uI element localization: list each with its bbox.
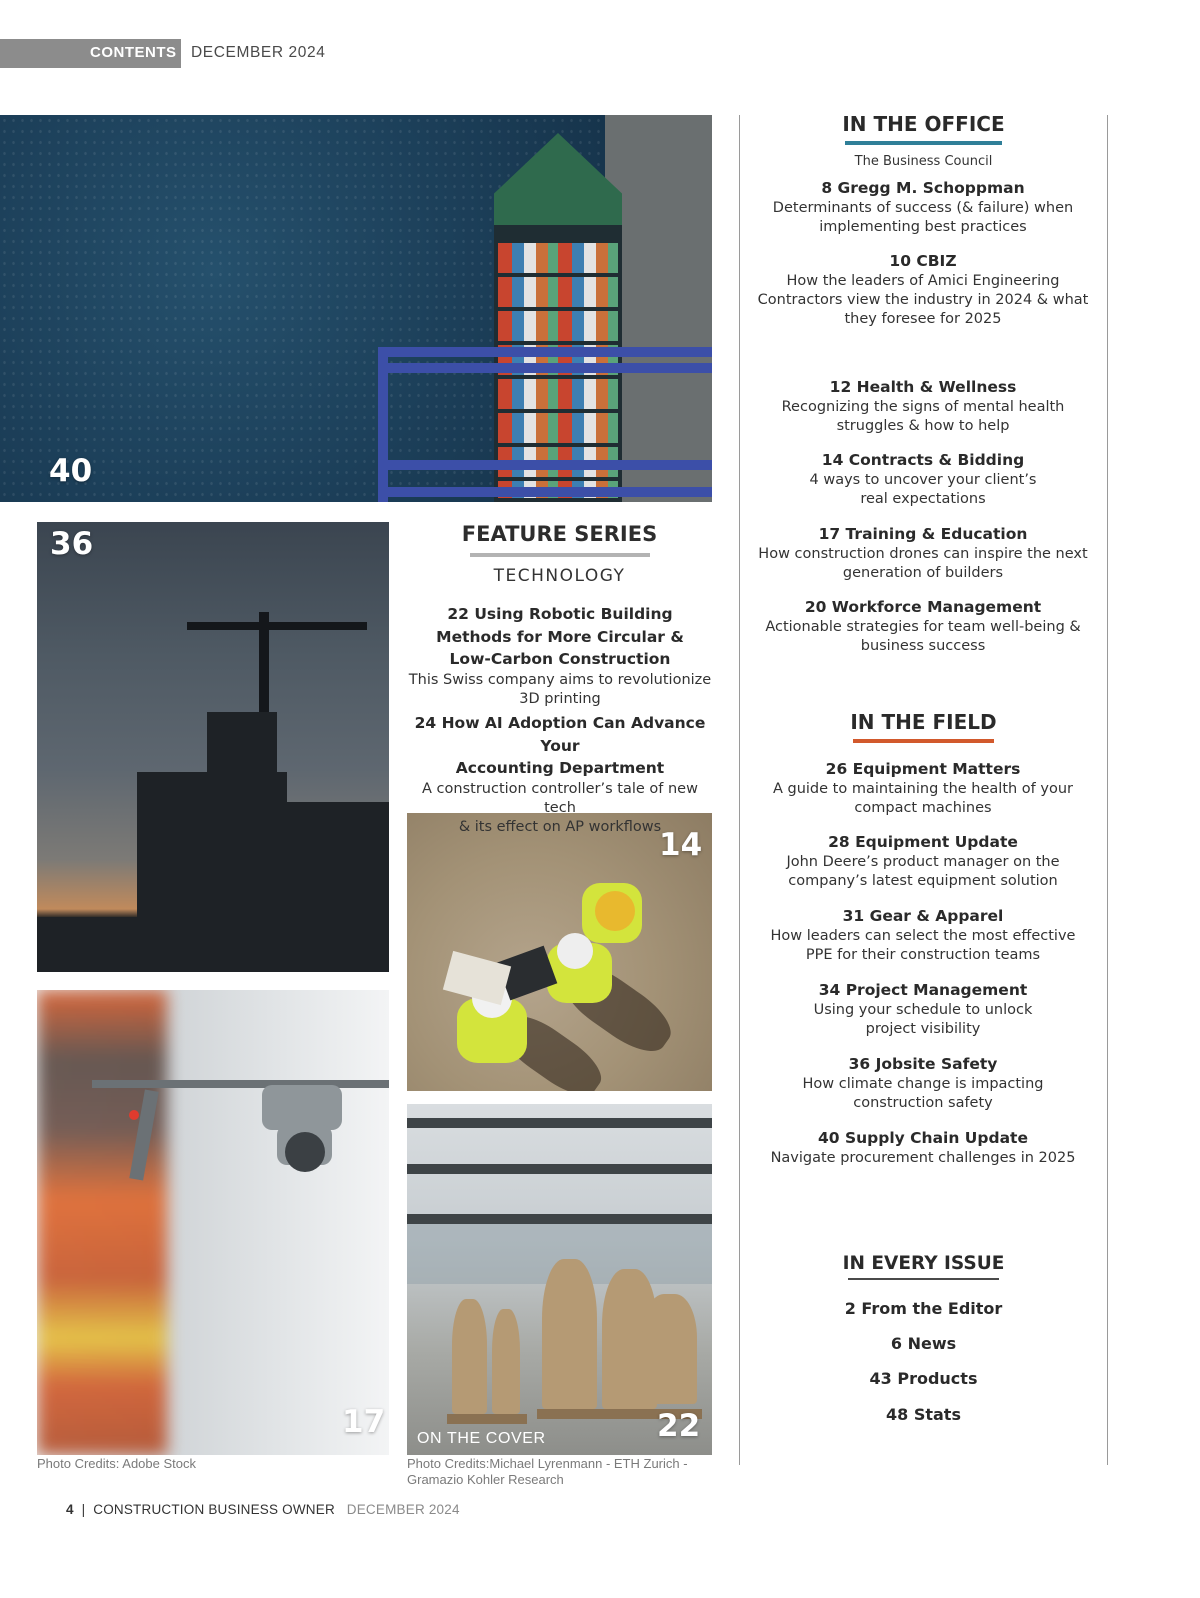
toc-entry-desc: construction safety (853, 1095, 993, 1111)
on-the-cover-label: ON THE COVER (417, 1430, 546, 1447)
toc-entry[interactable] (752, 450, 1094, 509)
photo-credit: Photo Credits:Michael Lyrenmann - ETH Zurich - (407, 1456, 688, 1471)
toc-entry-desc: A guide to maintaining the health of your (772, 781, 1073, 797)
page-number-label: 40 (49, 453, 93, 489)
page-number-label: 17 (342, 1404, 386, 1440)
toc-entry-desc: they foresee for 2025 (844, 311, 1002, 327)
toc-entry-desc: How construction drones can inspire the next (758, 546, 1088, 562)
business-council-label: The Business Council (854, 154, 993, 169)
toc-entry-desc: How climate change is impacting (802, 1076, 1044, 1092)
toc-entry-title: 20 Workforce Management (804, 598, 1042, 616)
page-number-label: 22 (657, 1408, 701, 1444)
toc-entry-desc: compact machines (854, 800, 992, 816)
field-section-rule (853, 739, 994, 743)
feature-item-desc: 3D printing (519, 690, 601, 707)
storm-building-photo[interactable] (37, 522, 389, 972)
cover-lab-photo[interactable] (407, 1104, 712, 1455)
feature-item-title: 24 How AI Adoption Can Advance Your (414, 714, 706, 755)
feature-item-desc: This Swiss company aims to revolutionize (408, 671, 712, 688)
toc-entry-desc: John Deere’s product manager on the (786, 854, 1060, 870)
toc-entry-title: 31 Gear & Apparel (842, 907, 1004, 925)
toc-entry-title: 10 CBIZ (889, 252, 957, 270)
toc-entry[interactable] (752, 1128, 1094, 1168)
photo-credit: Photo Credits: Adobe Stock (37, 1456, 196, 1471)
toc-entry[interactable] (752, 251, 1094, 329)
page-number-label: 14 (659, 827, 703, 863)
footer-date: DECEMBER 2024 (346, 1502, 460, 1517)
toc-entry-desc: implementing best practices (819, 219, 1027, 235)
toc-entry[interactable] (752, 906, 1094, 965)
toc-entry-title: 14 Contracts & Bidding (821, 451, 1025, 469)
feature-item-title: Low-Carbon Construction (449, 650, 671, 668)
footer-separator: | (81, 1502, 86, 1517)
toc-entry-desc: generation of builders (842, 565, 1004, 581)
toc-entry[interactable] (752, 832, 1094, 891)
toc-entry-desc: How the leaders of Amici Engineering (786, 273, 1060, 289)
page-number-label: 36 (50, 526, 94, 562)
toc-entry-desc: Using your schedule to unlock (813, 1002, 1033, 1018)
toc-entry-desc: Determinants of success (& failure) when (772, 200, 1074, 216)
feature-item[interactable] (405, 712, 715, 837)
toc-entry[interactable] (752, 597, 1094, 656)
photo-credit: Gramazio Kohler Research (407, 1472, 564, 1487)
workers-photo[interactable] (407, 813, 712, 1091)
toc-entry-title: 12 Health & Wellness (829, 378, 1017, 396)
footer-publication: CONSTRUCTION BUSINESS OWNER (93, 1502, 335, 1517)
toc-entry-desc: company’s latest equipment solution (788, 873, 1058, 889)
toc-entry[interactable] (752, 1054, 1094, 1113)
toc-entry-title: 34 Project Management (818, 981, 1028, 999)
column-divider (1107, 115, 1108, 1465)
every-issue-title: IN EVERY ISSUE (842, 1253, 1005, 1274)
toc-entry-desc: How leaders can select the most effective (770, 928, 1076, 944)
toc-entry[interactable] (752, 980, 1094, 1039)
office-section-rule (845, 141, 1002, 145)
toc-entry-desc: 4 ways to uncover your client’s (809, 472, 1037, 488)
header-date: DECEMBER 2024 (191, 44, 326, 61)
toc-entry-title: 28 Equipment Update (828, 833, 1018, 851)
feature-series-subtitle: TECHNOLOGY (493, 566, 626, 586)
cargo-ship-photo[interactable] (0, 115, 712, 502)
toc-entry-title: 17 Training & Education (818, 525, 1028, 543)
feature-item-desc: A construction controller’s tale of new tech (422, 780, 698, 816)
toc-entry[interactable] (752, 524, 1094, 583)
feature-series-title: FEATURE SERIES (461, 522, 658, 546)
office-section-title: IN THE OFFICE (842, 112, 1005, 136)
drone-photo[interactable] (37, 990, 389, 1455)
feature-item-desc: & its effect on AP workflows (458, 818, 662, 835)
toc-entry-desc: Recognizing the signs of mental health (781, 399, 1065, 415)
footer-page-number: 4 (66, 1502, 74, 1517)
every-issue-item[interactable]: 48 Stats (886, 1405, 961, 1424)
toc-entry[interactable] (752, 178, 1094, 237)
toc-entry-desc: Navigate procurement challenges in 2025 (770, 1150, 1076, 1166)
toc-entry-title: 40 Supply Chain Update (818, 1129, 1028, 1147)
toc-entry-title: 26 Equipment Matters (825, 760, 1021, 778)
toc-entry-title: 36 Jobsite Safety (848, 1055, 998, 1073)
toc-entry-title: 8 Gregg M. Schoppman (821, 179, 1025, 197)
feature-item-title: 22 Using Robotic Building (447, 605, 673, 623)
toc-entry-desc: project visibility (865, 1021, 981, 1037)
toc-entry-desc: PPE for their construction teams (805, 947, 1041, 963)
page-footer (66, 1502, 460, 1517)
toc-entry[interactable] (752, 759, 1094, 818)
feature-item-title: Methods for More Circular & (436, 627, 684, 646)
feature-series-rule (470, 553, 650, 557)
every-issue-item[interactable]: 43 Products (869, 1369, 978, 1388)
toc-entry-desc: real expectations (860, 491, 986, 507)
every-issue-rule (848, 1278, 999, 1280)
toc-entry-desc: business success (860, 638, 986, 654)
toc-entry-desc: struggles & how to help (836, 418, 1010, 434)
every-issue-item[interactable]: 6 News (890, 1334, 957, 1353)
every-issue-item[interactable]: 2 From the Editor (844, 1299, 1003, 1318)
toc-entry[interactable] (752, 377, 1094, 436)
field-section-title: IN THE FIELD (850, 710, 997, 734)
feature-item[interactable] (405, 603, 715, 709)
toc-entry-desc: Contractors view the industry in 2024 & what (757, 292, 1089, 308)
feature-item-title: Accounting Department (455, 759, 665, 777)
header-section-label: CONTENTS (90, 44, 177, 61)
toc-entry-desc: Actionable strategies for team well-being & (765, 619, 1081, 635)
